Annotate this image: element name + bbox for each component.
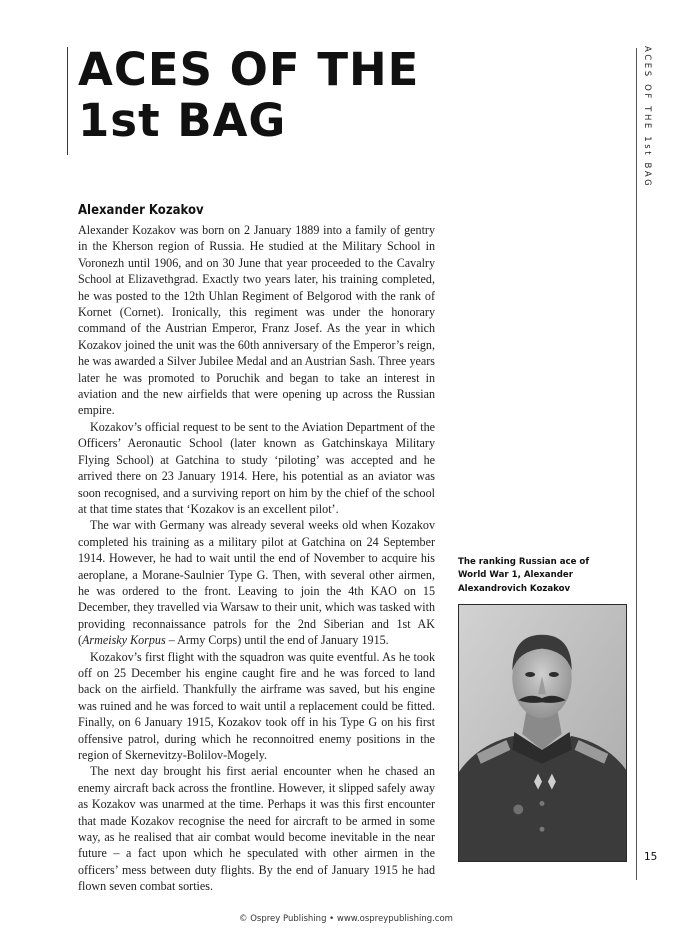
- paragraph-3-italic: Armeisky Korpus: [82, 633, 166, 648]
- chapter-title: [78, 44, 419, 146]
- chapter-title-line-2: 1st BAG: [78, 94, 287, 147]
- margin-rule: [636, 48, 637, 880]
- paragraph-3-text: The war with Germany was already several weeks old when Kozakov completed his training as a military pilot at Gatchina on 24 September 1914. However, he had to wait until the end of November to acquire his aeroplane, a Morane-Saulnier Type G. Then, with several other airmen, he was ordered to the front. Leaving to join the 4th KAO on 15 December, they travelled via Warsaw to their unit, which was tasked with providing reconnaissance patrols for the 2nd Siberian and 1st AK (: [78, 518, 435, 648]
- chapter-title-line-1: ACES OF THE: [78, 43, 420, 96]
- paragraph-3: [78, 517, 435, 648]
- portrait-photo: [458, 604, 627, 862]
- portrait-illustration: [459, 605, 626, 861]
- paragraph-1: Alexander Kozakov was born on 2 January 1889 into a family of gentry in the Kherson region of Russia. He studied at the Military School in Voronezh until 1906, and on 30 June that year proceeded to the Cavalry School at Elizavethgrad. Exactly two years later, his training completed, he was posted to the 12th Uhlan Regiment of Belgorod with the rank of Kornet (Cornet). Ironically, this regiment was under the honorary command of the Austrian Emperor, Franz Josef. As the year in which Kozakov joined the unit was the 60th anniversary of the Emperor’s reign, he was awarded a Silver Jubilee Medal and an Austrian Sash. Three years later he was promoted to Poruchik and began to take an interest in aviation and the new airfields that were opening up across the Russian empire.: [78, 223, 435, 418]
- section-heading: Alexander Kozakov: [78, 203, 204, 218]
- chapter-title-rule: [67, 47, 68, 155]
- paragraph-3-text-end: – Army Corps) until the end of January 1915.: [165, 633, 389, 648]
- running-header: ACES OF THE 1st BAG: [642, 46, 652, 189]
- page-number: 15: [644, 851, 658, 863]
- paragraph-2: Kozakov’s official request to be sent to the Aviation Department of the Officers’ Aeronautic School (later known as Gatchinskaya Military Flying School) at Gatchina to study ‘piloting’ was accepted and he arrived there on 23 January 1914. Here, his potential as an aviator was soon recognised, and a surviving report on him by the chief of the school at that time states that ‘Kozakov is an excellent pilot’.: [78, 419, 435, 516]
- paragraph-5: The next day brought his first aerial encounter when he chased an enemy aircraft back across the frontline. However, it slipped safely away as Kozakov was unarmed at the time. Perhaps it was this first encounter that made Kozakov recognise the need for aircraft to be armed in some way, as he realised that air combat would become inevitable in the near future – a fact upon which he speculated with other airmen in the officers’ mess between duty flights. By the end of January 1915 he had flown seven combat sorties.: [78, 764, 435, 894]
- footer-credit: © Osprey Publishing • www.ospreypublishing.com: [239, 914, 453, 924]
- article-body: [78, 222, 435, 895]
- paragraph-4: Kozakov’s first flight with the squadron was quite eventful. As he took off on 25 December his engine caught fire and he was forced to land back on the airfield. Thankfully the airframe was saved, but his engine was ruined and he was forced to wait until a replacement could be fitted. Finally, on 6 January 1915, Kozakov took off in his Type G on his first offensive patrol, during which he reconnoitred enemy positions in the region of Skernevitzy-Bolilov-Mogely.: [78, 649, 435, 762]
- photo-caption: The ranking Russian ace of World War 1, Alexander Alexandrovich Kozakov: [458, 557, 590, 594]
